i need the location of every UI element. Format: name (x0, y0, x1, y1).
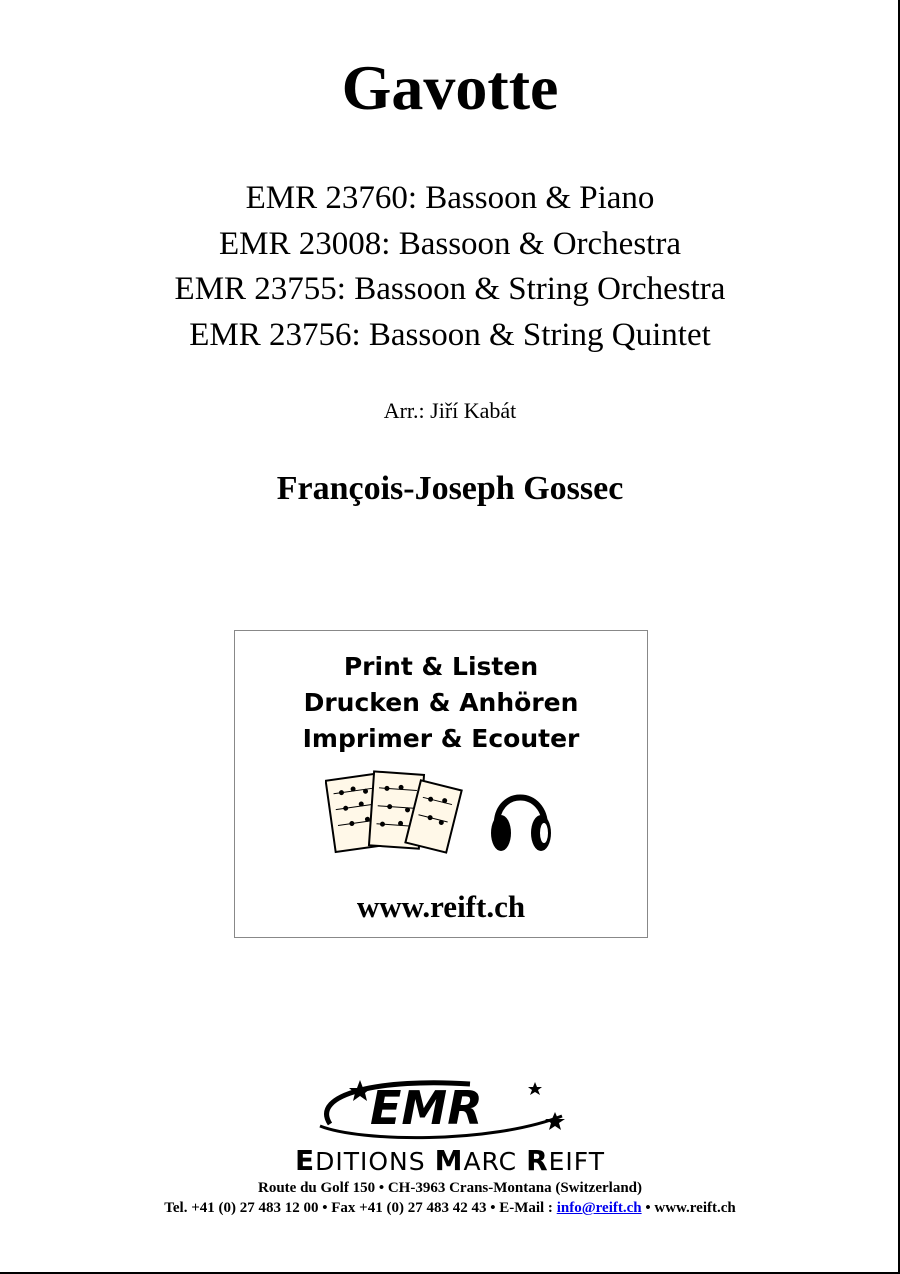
promo-line: Drucken & Anhören (303, 688, 579, 717)
name-rest: DITIONS (315, 1147, 435, 1176)
contact-prefix: Tel. +41 (0) 27 483 12 00 • Fax +41 (0) 27 483 42 43 • E-Mail : (164, 1200, 557, 1216)
publisher-address: Route du Golf 150 • CH-3963 Crans-Montana (Switzerland) (258, 1180, 642, 1196)
headphones-icon (491, 798, 551, 852)
promo-line: Imprimer & Ecouter (302, 724, 580, 753)
contact-suffix: • www.reift.ch (641, 1200, 736, 1216)
publisher-name (0, 1144, 900, 1177)
name-rest: ARC (463, 1147, 527, 1176)
composer: François-Joseph Gossec (276, 470, 624, 507)
promo-lines (235, 649, 647, 757)
edition-item: EMR 23756: Bassoon & String Quintet (189, 316, 711, 353)
edition-list (0, 176, 900, 358)
edition-item: EMR 23760: Bassoon & Piano (245, 180, 655, 216)
emr-logo (300, 1074, 580, 1144)
name-rest: EIFT (548, 1147, 606, 1176)
promo-url: www.reift.ch (356, 889, 526, 924)
promo-line: Print & Listen (343, 652, 539, 681)
logo-text: EMR (370, 1081, 483, 1135)
sheet-music-icon (326, 771, 462, 852)
email-link[interactable]: info@reift.ch (556, 1200, 642, 1216)
print-listen-box (234, 630, 648, 938)
publisher-contact (0, 1200, 900, 1217)
arranger: Arr.: Jiří Kabát (383, 398, 517, 423)
edition-item: EMR 23755: Bassoon & String Orchestra (174, 271, 726, 307)
page-title: Gavotte (341, 52, 559, 123)
name-initial: R (526, 1144, 549, 1177)
name-initial: M (434, 1144, 464, 1177)
promo-icons (325, 767, 565, 863)
name-initial: E (294, 1144, 316, 1177)
edition-item: EMR 23008: Bassoon & Orchestra (219, 225, 681, 262)
